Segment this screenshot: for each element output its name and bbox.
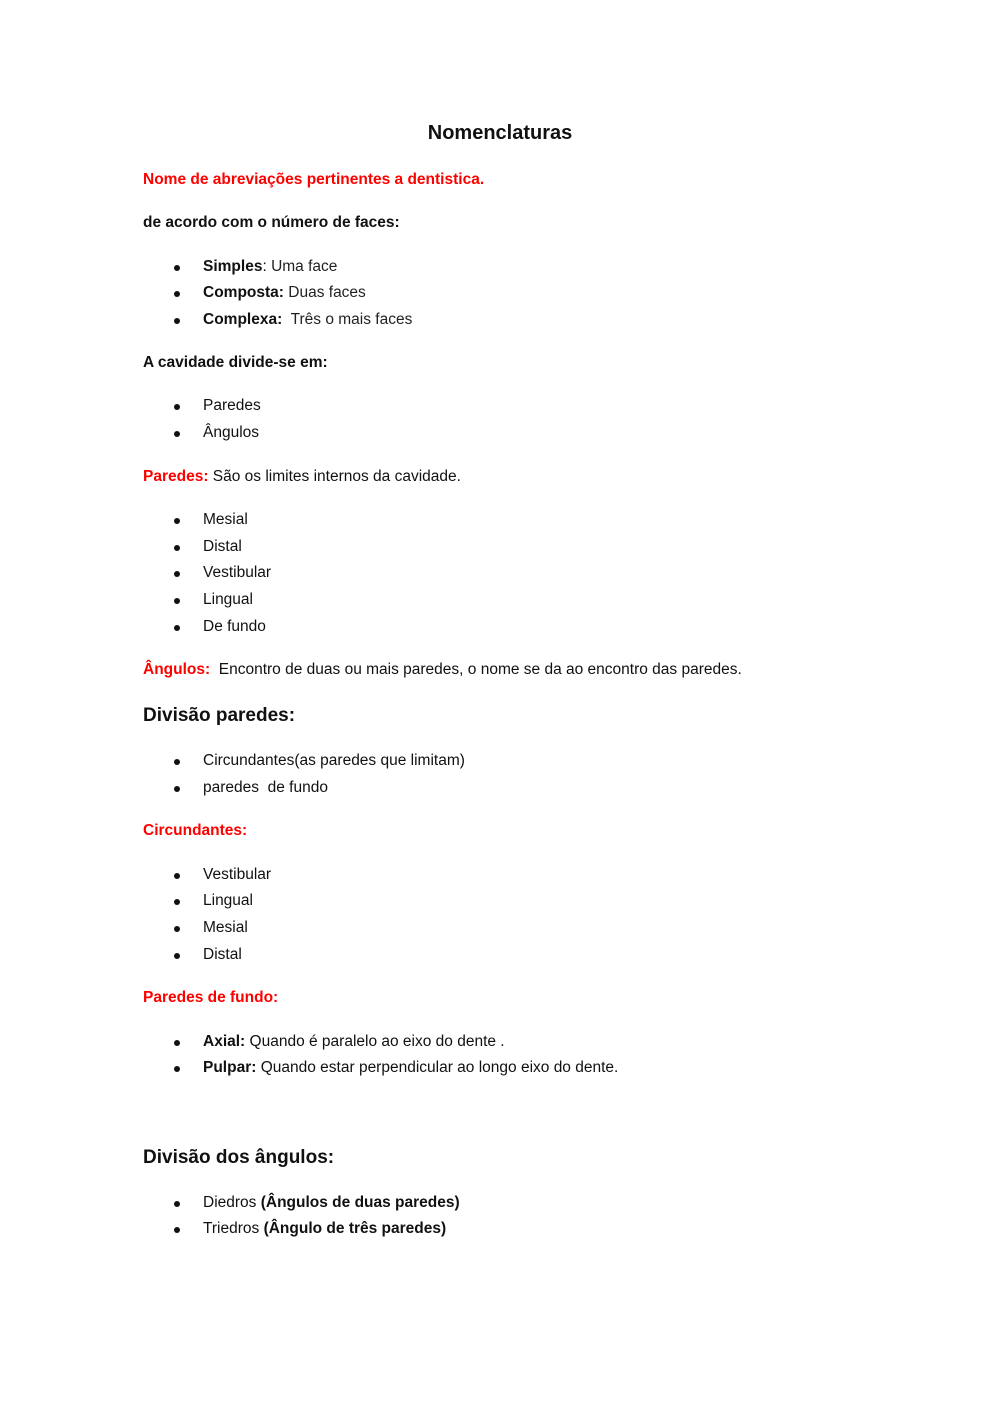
description: Encontro de duas ou mais paredes, o nome se da ao encontro das paredes. xyxy=(210,661,742,678)
bullet-icon xyxy=(174,598,180,604)
description: Uma face xyxy=(271,258,338,275)
description: (Ângulos de duas paredes) xyxy=(260,1194,460,1211)
item-text: paredes de fundo xyxy=(203,779,328,796)
list-item xyxy=(203,311,412,329)
item-text: Lingual xyxy=(203,591,253,608)
faces-heading: de acordo com o número de faces: xyxy=(143,214,400,231)
divisao-paredes-heading: Divisão paredes: xyxy=(143,705,296,726)
bullet-icon xyxy=(174,953,180,959)
paredes-fundo-heading: Paredes de fundo: xyxy=(143,989,279,1006)
bullet-icon xyxy=(174,1227,180,1233)
item-text: Diedros xyxy=(203,1194,261,1211)
item-text: Lingual xyxy=(203,892,253,909)
bullet-icon xyxy=(174,786,180,792)
list-item xyxy=(203,866,271,884)
list-item xyxy=(203,1194,460,1212)
list-item xyxy=(203,591,253,609)
bullet-icon xyxy=(174,1201,180,1207)
item-text: Vestibular xyxy=(203,564,272,581)
bullet-icon xyxy=(174,759,180,765)
item-text: Paredes xyxy=(203,397,261,414)
bullet-icon xyxy=(174,518,180,524)
list-item xyxy=(203,618,266,636)
list-item xyxy=(203,258,337,276)
list-item xyxy=(203,752,465,770)
subtitle: Nome de abreviações pertinentes a dentistica. xyxy=(143,171,485,188)
bullet-icon xyxy=(174,1066,180,1072)
bullet-icon xyxy=(174,265,180,271)
list-item xyxy=(203,511,248,529)
bullet-icon xyxy=(174,899,180,905)
angulos-definition xyxy=(143,661,742,679)
item-text: Circundantes(as paredes que limitam) xyxy=(203,752,465,769)
term: Pulpar: xyxy=(203,1059,257,1076)
list-item xyxy=(203,538,242,556)
item-text: Distal xyxy=(203,538,242,555)
list-item xyxy=(203,946,242,964)
bullet-icon xyxy=(174,873,180,879)
bullet-icon xyxy=(174,1040,180,1046)
term: Ângulos: xyxy=(143,661,211,678)
list-item xyxy=(203,1059,618,1077)
list-item xyxy=(203,397,261,415)
list-item xyxy=(203,424,259,442)
description: São os limites internos da cavidade. xyxy=(208,468,461,485)
bullet-icon xyxy=(174,431,180,437)
description: Duas faces xyxy=(288,284,366,301)
bullet-icon xyxy=(174,404,180,410)
term: Complexa: xyxy=(203,311,283,328)
description: (Ângulo de três paredes) xyxy=(263,1220,447,1237)
list-item xyxy=(203,919,248,937)
page-title: Nomenclaturas xyxy=(427,122,573,144)
bullet-icon xyxy=(174,291,180,297)
list-item xyxy=(203,779,328,797)
paredes-definition xyxy=(143,468,461,486)
description: Três o mais faces xyxy=(290,311,413,328)
term: Axial: xyxy=(203,1033,246,1050)
item-text: Ângulos xyxy=(203,424,260,441)
list-item xyxy=(203,892,253,910)
list-item xyxy=(203,284,366,302)
item-text: Mesial xyxy=(203,511,248,528)
divisao-angulos-heading: Divisão dos ângulos: xyxy=(143,1147,335,1168)
bullet-icon xyxy=(174,926,180,932)
item-text: De fundo xyxy=(203,618,266,635)
circundantes-heading: Circundantes: xyxy=(143,822,248,839)
list-item xyxy=(203,564,271,582)
description: Quando estar perpendicular ao longo eixo do dente. xyxy=(256,1059,619,1076)
item-text: Vestibular xyxy=(203,866,272,883)
bullet-icon xyxy=(174,318,180,324)
item-text: Mesial xyxy=(203,919,248,936)
cavity-heading: A cavidade divide-se em: xyxy=(143,354,328,371)
list-item xyxy=(203,1220,446,1238)
separator xyxy=(282,311,290,328)
term: Simples xyxy=(203,258,263,275)
item-text: Distal xyxy=(203,946,242,963)
bullet-icon xyxy=(174,625,180,631)
term: Composta: xyxy=(203,284,284,301)
item-text: Triedros xyxy=(203,1220,264,1237)
bullet-icon xyxy=(174,571,180,577)
list-item xyxy=(203,1033,505,1051)
separator: : xyxy=(262,258,272,275)
bullet-icon xyxy=(174,545,180,551)
term: Paredes: xyxy=(143,468,209,485)
description: Quando é paralelo ao eixo do dente . xyxy=(245,1033,505,1050)
